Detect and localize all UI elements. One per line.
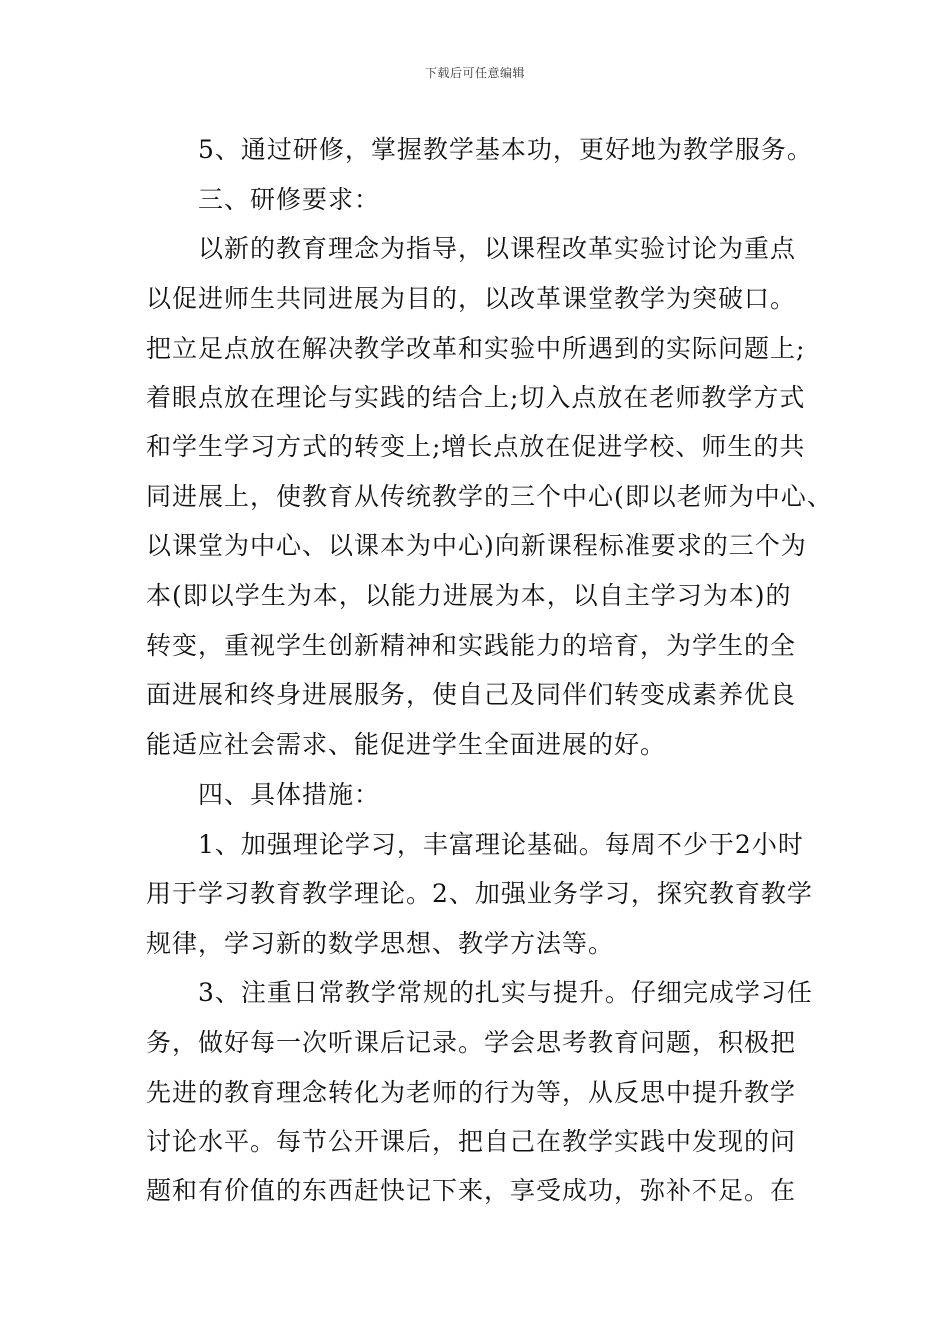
body-line: 着眼点放在理论与实践的结合上;切入点放在老师教学方式: [146, 383, 806, 412]
body-line: 能适应社会需求、能促进学生全面进展的好。: [146, 730, 667, 759]
section-heading: 三、研修要求：: [198, 185, 381, 214]
body-line: 面进展和终身进展服务，使自己及同伴们转变成素养优良: [146, 680, 797, 709]
section-heading: 四、具体措施：: [198, 780, 381, 809]
body-line: 以课堂为中心、以课本为中心)向新课程标准要求的三个为: [146, 531, 807, 560]
body-line: 5、通过研修，掌握教学基本功，更好地为教学服务。: [198, 135, 813, 164]
page-header: 下载后可任意编辑: [424, 66, 525, 80]
body-line: 和学生学习方式的转变上;增长点放在促进学校、师生的共: [146, 432, 806, 461]
body-line: 以促进师生共同进展为目的，以改革课堂教学为突破口。: [146, 284, 797, 313]
body-line: 把立足点放在解决教学改革和实验中所遇到的实际问题上;: [146, 334, 806, 363]
body-line: 以新的教育理念为指导，以课程改革实验讨论为重点: [198, 234, 797, 263]
body-line: 先进的教育理念转化为老师的行为等，从反思中提升教学: [146, 1078, 797, 1107]
body-line: 讨论水平。每节公开课后，把自己在教学实践中发现的问: [146, 1127, 797, 1156]
body-line: 1、加强理论学习，丰富理论基础。每周不少于2小时: [198, 830, 804, 859]
body-line: 规律，学习新的数学思想、教学方法等。: [146, 929, 615, 958]
body-line: 本(即以学生为本，以能力进展为本，以自主学习为本)的: [146, 581, 792, 610]
body-line: 务，做好每一次听课后记录。学会思考教育问题，积极把: [146, 1028, 797, 1057]
body-line: 题和有价值的东西赶快记下来，享受成功，弥补不足。在: [146, 1176, 797, 1205]
body-line: 用于学习教育教学理论。2、加强业务学习，探究教育教学: [146, 879, 813, 908]
body-line: 转变，重视学生创新精神和实践能力的培育，为学生的全: [146, 631, 797, 660]
body-line: 3、注重日常教学常规的扎实与提升。仔细完成学习任: [198, 978, 813, 1007]
body-line: 同进展上，使教育从传统教学的三个中心(即以老师为中心、: [146, 482, 833, 511]
